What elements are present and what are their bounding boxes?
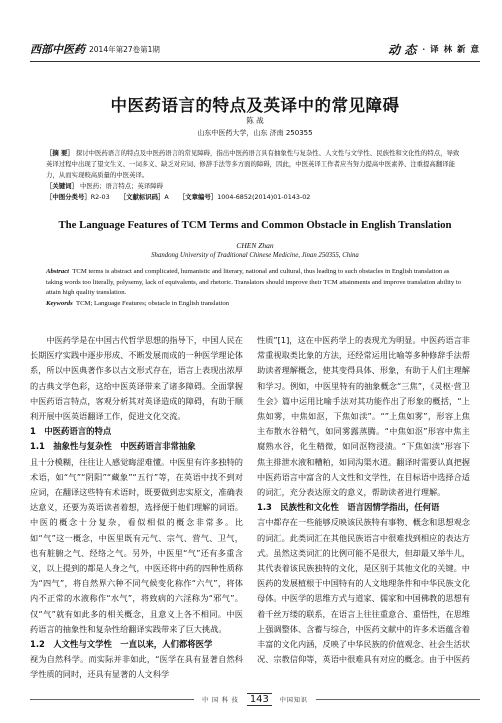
author-en: CHEN Zhan bbox=[236, 241, 274, 250]
abstract-en bbox=[46, 267, 464, 309]
section-label bbox=[388, 41, 480, 58]
abstract-cn bbox=[46, 148, 464, 203]
body-paragraph: 且十分模糊，往往让人感觉晦涩难懂。中医里有许多独特的术语，如“气”“阴阳”“藏象”“五行”等，在英语中找不到对应词，在翻译这些特有术语时，既要做到忠实原文，准确表达意义，还要为英语读者着想，选择便于他们理解的词语。中医的概念十分复杂，看似相似的概念非常多。比如“气”这一概念，中医里既有元气、宗气、营气、卫气，也有脏腑之气、经络之气。另外，中医里“气”还有多重含义，以上提到的都是人身之气，中医还将中药的四种性质称为“四气”，将自然界六种不同气候变化称作“六气”，将体内不正常的水液称作“水气”，将致病的六淫称为“邪气”。仅“气”就有如此多的相关概念，且意义上各不相同。中医药语言的抽象性和复杂性给翻译实践带来了巨大挑战。 bbox=[30, 456, 243, 634]
abstract-cn-label: ［摘 要］ bbox=[46, 149, 74, 157]
keywords-en-text: TCM; Language Features; obstacle in English translation bbox=[75, 299, 230, 307]
abstract-en-label: Abstract bbox=[46, 268, 70, 275]
body-column-left bbox=[30, 333, 243, 683]
issue-info: 2014年第27卷第1期 bbox=[89, 44, 160, 54]
footer-left-text: 中 国 科 技 bbox=[202, 696, 239, 704]
article-no-label: ［文章编号］ bbox=[178, 193, 218, 201]
subsection-heading: 1.2 人文性与文学性 一直以来，人们都将医学 bbox=[30, 639, 213, 650]
footer-rule-right bbox=[316, 699, 480, 700]
affiliation-cn: 山东中医药大学，山东 济南 250355 bbox=[197, 129, 313, 137]
body-paragraph: 性质”[1]，这在中医药学上的表现尤为明显。中医药语言非常重视取类比象的方法，还经常运用比喻等多种修辞手法帮助读者理解概念，使其变得具体、形象，有助于人们主理解和学习。例如，中医里特有的抽象概念“三焦”，《灵枢·营卫生会》篇中运用比喻手法对其功能作出了形象的概括，“上焦如雾，中焦如沤，下焦如渎”。“”上焦如雾”，形容上焦主布散水谷精气，如同雾露蒸腾。“中焦如沤”形容中焦主腐熟水谷，化生精微，如同沤物浸渍。“下焦如渎”形容下焦主排泄水液和糟粕，如同沟渠水道。翻译时需要认真把握中医药语言中富含的人文性和文学性，在目标语中选择合适的词汇，充分表达原文的意义，帮助读者进行理解。 bbox=[257, 335, 470, 498]
clc-label: ［中图分类号］ bbox=[46, 193, 91, 201]
doc-code-label: ［文献标识码］ bbox=[119, 193, 165, 201]
title-cn: 中医药语言的特点及英译中的常见障碍 bbox=[110, 96, 400, 115]
doc-code-value: A bbox=[164, 193, 169, 201]
abstract-cn-body bbox=[46, 148, 464, 181]
section-heading: 1 中医药语言的特点 bbox=[30, 426, 112, 437]
keywords-cn bbox=[46, 181, 464, 192]
subsection-heading: 1.1 抽象性与复杂性 中医药语言非常抽象 bbox=[30, 441, 196, 452]
clc-value: R2-03 bbox=[90, 193, 110, 201]
abstract-en-body bbox=[46, 267, 464, 299]
subsection-heading: 1.3 民族性和文化性 语言因情学指出，任何语 bbox=[257, 502, 440, 513]
body-paragraph: 言中都存在一些能够反映该民族特有事物、概念和思想观念的词汇。此类词汇在其他民族语言中很难找到相应的表达方式。虽然这类词汇的比例可能不是很大，但却最又举牛儿，其代表着该民族独特的文化，是区别于其他文化的关键。中医药的发展植根于中国特有的人文地理条件和中华民族文化母体。中医学的思维方式与道家、儒家和中国佛教的思想有着千丝万缕的联系，在语言上往往重意合、重悟性，在思维上强调整体、含蓄与综合，中医药文献中的许多术语蕴含着丰富的文化内涵，反映了中华民族的价值观念、社会生活状况、宗教信仰等，英语中很难具有对应的概念。由于中医药 bbox=[257, 517, 470, 665]
title-en: The Language Features of TCM Terms and Common Obstacle in English Translation bbox=[58, 219, 452, 231]
abstract-cn-text: 探讨中医药语言的特点及中医药语言的常见障碍，指出中医药语言具有抽象性与复杂性、人文性与文学性、民族性和文化性的特点，导致英译过程中出现了望文生义、一词多义、缺乏对应词、修辞手法等多方面的障碍，因此，中医英译工作者应当努力提高中医素养、注重提高翻译能力，从而实现較高质量的中医英译。 bbox=[46, 149, 460, 179]
author-cn: 陈 战 bbox=[246, 116, 264, 125]
running-header bbox=[30, 40, 480, 58]
section-small: · 译 林 新 意 bbox=[422, 45, 480, 55]
header-rule bbox=[30, 61, 480, 62]
abstract-en-text: TCM terms is abstract and complicated, humanistic and literary, national and cultural, thus leading to such obstacles in English translation as taking words too literally, polysemy, lack of equivalents, and rhetoric. Translators should improve their TCM attainments and improve translation ability to attain high quality translation. bbox=[46, 268, 462, 296]
footer-right-text: 中国知识 bbox=[279, 696, 308, 704]
footer-rule-left bbox=[30, 699, 194, 700]
keywords-en bbox=[46, 299, 464, 310]
section-big: 动 态 bbox=[388, 42, 417, 57]
keywords-cn-label: ［关键词］ bbox=[46, 182, 78, 190]
body-column-right bbox=[257, 333, 470, 667]
body-paragraph: 中医药学是在中国古代哲学思想的指导下，中国人民在长期医疗实践中逐步形成、不断发展而成的一种医学理论体系，所以中医典著作多以古文形式存在，语言上表现出浓厚的古典文学色彩，这给中医英译带来了诸多障碍。全面掌握中医药语言特点，客观分析其对英译造成的障碍，有助于顺利开展中医英语翻译工作，促进文化交流。 bbox=[30, 335, 243, 422]
keywords-cn-text: 中医药；语言特点；英译障碍 bbox=[80, 182, 164, 190]
body-paragraph: 视为自然科学。而实际并非如此，“医学在具有显著自然科学性质的同时，还具有显著的人文科学 bbox=[30, 654, 243, 680]
classification-row bbox=[46, 192, 464, 203]
journal-name: 西部中医药 bbox=[30, 43, 85, 56]
article-no-value: 1004-6852(2014)01-0143-02 bbox=[217, 193, 311, 201]
affiliation-en: Shandong University of Traditional Chinese Medicine, Jinan 250355, China bbox=[151, 252, 359, 259]
keywords-en-label: Keywords bbox=[46, 299, 73, 307]
page-footer bbox=[30, 690, 480, 708]
page-number: 143 bbox=[247, 693, 272, 706]
